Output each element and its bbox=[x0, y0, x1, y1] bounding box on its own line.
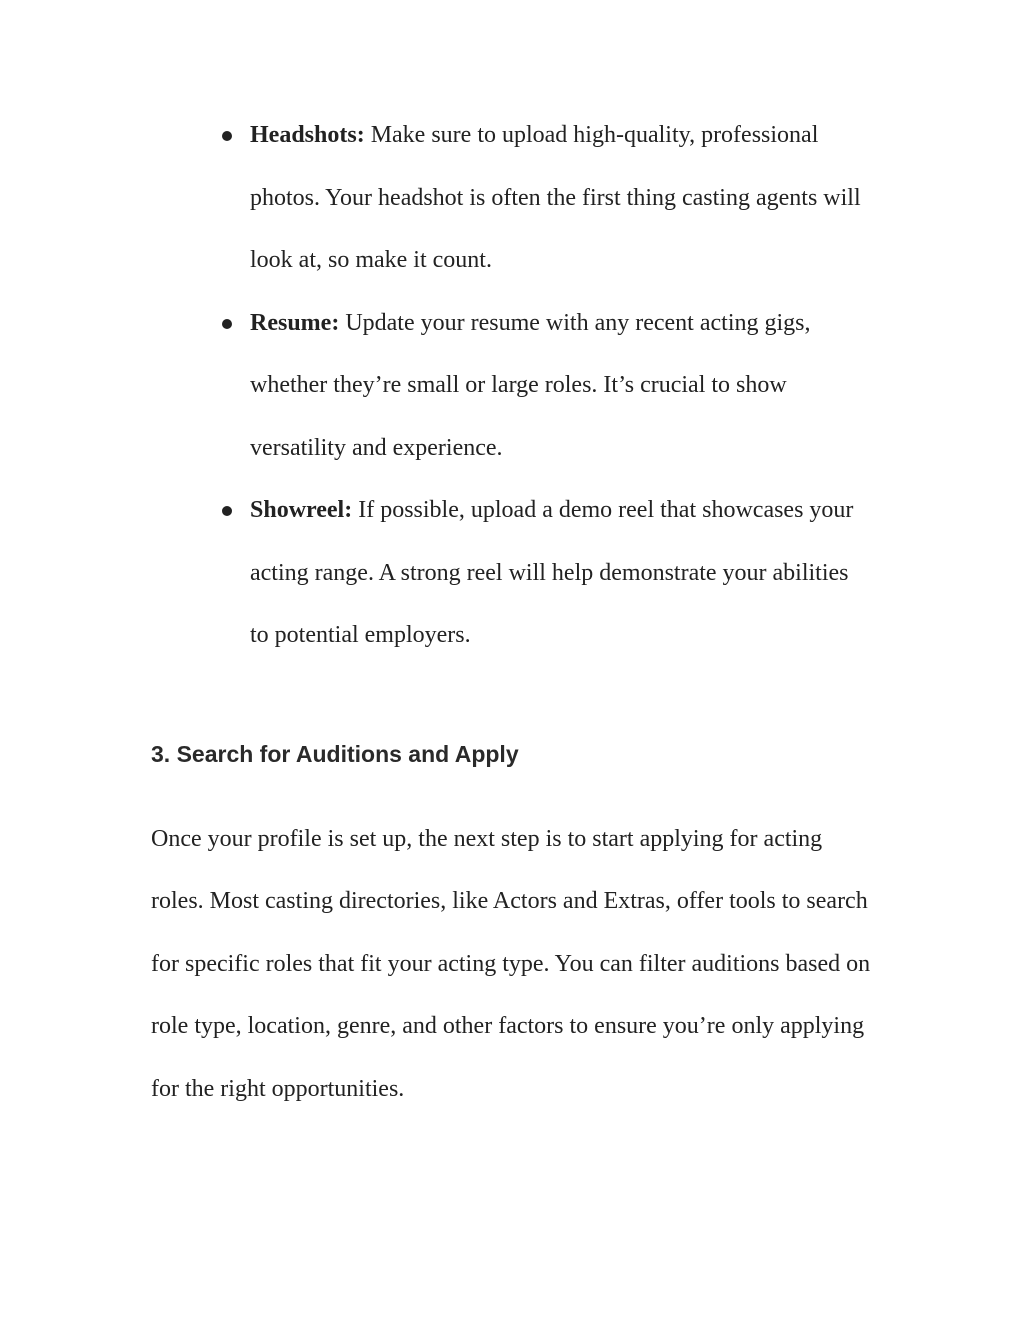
bullet-icon bbox=[222, 319, 232, 329]
bullet-icon bbox=[222, 506, 232, 516]
bullet-text: Make sure to upload high-quality, professional photos. Your headshot is often the first thing casting agents will look at, so make it count. bbox=[250, 122, 861, 273]
bullet-term: Headshots: bbox=[250, 122, 365, 148]
bullet-text: Update your resume with any recent acting gigs, whether they’re small or large roles. It’s crucial to show versatility and experience. bbox=[250, 309, 811, 461]
bullet-icon bbox=[222, 131, 232, 141]
body-paragraph: Once your profile is set up, the next step is to start applying for acting roles. Most casting directories, like Actors and Extras, offer tools to search for specific roles that fit your acting type. You can filter auditions based on role type, location, genre, and other factors to ensure you’re only applying for the right opportunities. bbox=[151, 826, 871, 1102]
bullet-text: If possible, upload a demo reel that showcases your acting range. A strong reel will help demonstrate your abilities to potential employers. bbox=[250, 497, 854, 648]
list-item-showreel bbox=[0, 479, 870, 667]
bullet-term: Resume: bbox=[250, 309, 340, 336]
list-item-headshots bbox=[0, 104, 870, 292]
list-item-resume bbox=[0, 292, 870, 480]
bullet-term: Showreel: bbox=[250, 497, 353, 523]
bullet-list bbox=[0, 104, 1024, 667]
section-heading: 3. Search for Auditions and Apply bbox=[151, 741, 519, 767]
